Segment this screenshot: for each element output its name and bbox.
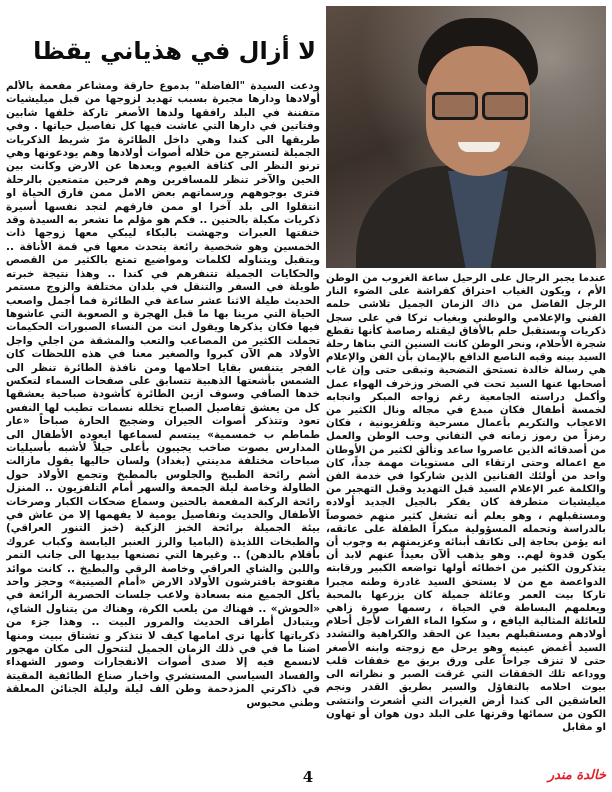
page-number: 4 xyxy=(302,768,314,786)
photo-smile xyxy=(458,142,500,152)
photo-glasses xyxy=(430,92,526,116)
photo-lens-left xyxy=(432,92,478,120)
author-portrait-photo xyxy=(326,6,606,268)
article-column-left xyxy=(6,80,320,770)
photo-lens-right xyxy=(482,92,528,120)
author-byline: خالدة مندر xyxy=(547,768,606,783)
article-headline: لا أزال في هذياني يقظا xyxy=(33,37,316,65)
article-column-right xyxy=(326,272,606,772)
article-text-right: عندما يجبر الرجال على الرحيل ساعة الغروب من الوطن الأم ، ويكون الغياب احتراق كفراشة على الضوء النار الرجل الفاضل من ذاك الزمان الجميل تلاشى حلمه الفني والإعلامي والوطني وبغياب تركا في على سجل ذكريات وبستقبل حلم بالأفاق ليقتله رصاصة كأنها تقطع شجرة الأحلام، ونحر الوطن كانت السنين التي بناها رحلة السيد بينه وقبه الناصع الدافع بالإيمان بأن الفن والإعلام هي رسالة خالدة تستحق التضحية وتبقى حتى وإن غاب أصحابها عنها السيد تحت في الصخر وزخرف الهواء عمل وأكمل دراسته الجامعية رغم زواجه المبكر وانجابه لخمسة أطفال فكان مبدع في مجاله ونال الكثير من الاعجاب والتكريم بأعمال مسرحية وتلفزيونية ، فكان رمزاً من رموز زمانه في التفاني وحب الوطن والعمل من أصدقائه الذين عاصروا ساعد وتألق لكثير من الأوطان مع اعماله وحتى ارتقاء الى مستويات مهمة جداً، كان واحد من أولئك الفنانين الذين شاركوا في خدمة الفن والكلمة عبر الإعلام السيد قبل التهديد وقبل التهجير من ميليشيات متطرفة كان يفكر بالجيل الجديد أولاده ومستقبلهم ، وهو يعلم أنه تشغل كثير منهم خصوصاً بالدراسة وتحمله المسؤولية مبكراً الطفلة على عاتقه، انه يؤمن بحاجة إلى تكاتف أبنائه وعزيمتهم به وجوب أن يكون قدوة لهم.. وهو يذهب ألآن بعيداً عنهم لابد أن يتذكرون الكثير من اخطائه أولها تواضعه الكبير ورقابته الدواعصة مع من لا يستحق السيد غادرة وطنه مجبرا تاركا بيت العمر وعائلة جميلة كان يزرعها بالمحبة ويعلمهم البساطة في الحياة ، رسمها صورة زاهي للعائلة المثالية اليافع ، و سكوا الماء الفرات لأجل أحلام أولادهم ومستقبلهم بعيدا عن الحقد والكراهية والتشدد السيد أغمض عينيه وهو يرحل مع زوجته وابنه الأصغر حتى لا تنزف جراحاً على ورق بريق مع خفقات قلب ووداعه تلك الخفقات التي غرقت الصبر و نظراته الى بيوت احلامه بالتفاؤل والسير بطريق القدر ونجم العاشقين الى كندا أرض الغيرات التي أشعرت وانتشى الكون من سمائها وقرتها على البلد دون هوان أو تهاون او مقابل xyxy=(326,273,606,733)
article-text-left: ودعت السيدة "الفاضلة" بدموع حارقة ومشاعر مفعمة بالألم أولادها ودارها مجبرة بسبب تهديد لزوجها من قبل ميليشيات متفننة في البلد رافقها ولدها الأصغر تاركة خلفها شابين وفتاتين في دارها التي عاشت فيها كل تفاصيل حياتها . وفي طريقها الى كندا وهي داخل الطائرة مرّ شريط الذكريات الجميلة لتسترجع من خلاله أصوات أولادها وهم يودعونها وهي ترنو النظر الى كثافة الغيوم وبعدها عن الارض وكانت بين الحين والآخر تنظر للمسافرين وهم فرحين متمتعين بالرحلة فترى بوجوههم ورسماتهم بعض الامل ممن فارق الحياة او انتقلوا الى بلد آخرا او ممن فارقهم لتجد نفسها أسيرة ذكريات مكبلة بالحنين .. فكم هو مؤلم ما تشعر به السيدة وقد خنقتها العبرات وجهشت بالبكاء ليبكي معها زوجها ذات الخمسين وهو شخصية رائعة يتحدث معها في قمة الأناقة .. ويتقبل ويتناوله لكلمات ومواضيع تمتع بالكثير من القصص والحكايات الجميلة تتنفرهم في كندا .. وهذا نتيجة خبرته طويلة في السفر والتنقل في بلدان مختلفة والزوج مستمر الحديث طيلة الاثنا عشر ساعة في الطائرة فما أجمل واصعب الحياة التي مرينا بها ما قبل الهجرة و الصعوبة التي عاشوها فيها فكان يذكرها ويقول انت من النساء الصبورات الحكيمات تحملت الكثير من المصاعب والتعب والمشقة من اجلي واجل الأولاد هم الآن كبروا والصغير معنا في هذه اللحظات كان الفجر يتنفس بقايا احلامها ومن نافذة الطائرة تنظر الى الشمس بأشعتها الذهبية تتسابق على صفحات السماء لتعكس خدها الصافي وسوف ازين الطائرة كأشودة صباحية يعشقها كل من يعشق تفاصيل الصباح تخلله نسمات تطيب لها النفس تعود وتتذكر أصوات الجيران وضجيج الحارة صباحاً «عار طماطم ب خمسمية» يبتسم لسماعها ايعوده الأطفال الى المدارس بصوت صاخب يجيبون بأعلى جيلاً لأشبه بأسيليات صباحات مختلفة مدينتي (بغداد) ولسان حاليها يقول مازالت أشم رائحة الطبيخ والجلوس بالمطبخ وتجمع الأولاد حول الطاولة وخاصة ليلة الجمعة والسهر أمام التلفزيون .. المنزل رائحة الركبة المفعمة بالحنين وسماع ضحكات الكبار وصرخات الأطفال والحديث وتفاصيل يومية لا يفهمها إلا من عاش في بيئة الجميلة برائحة الخبز الزكية (خبز التنور العراقي) والطبخات اللذيذة (الباميا والرز العنبر اليابسة وكباب عروك بأقلام بالدهن) .. وغيرها التي تصنعها بيديها الى جانب التمر واللبن والشاي العراقي وخاصة الرقي والبطيخ .. كانت موائد مفتوحة بافترشون الأولاد الارض «أمام الصينية» وحجز واحد يأكل الجميع منه بسعادة ولاعب جلسات الحصرية الرائعة في «الحوش» .. فهناك من يلعب الكرة، وهناك من يتناول الشاي، ويتبادل أطراف الحديث والمرور البيت .. وهذا جزء من ذكرياتها كأنها ترى امامها كيف لا تتذكر و تشتاق ببيت ومنها اضنا ما في في ذلك الزمان الجميل لتتحول الى مكان مهجور لانسمع فيه إلا صدى أصوات الانفجارات وصور الشهداء والفساد السياسي المستشري واخبار صناع الطائفية المقيتة في ذاكرتي المزدحمة وطن الف ليلة وليلة الجنائن المعلقة وطني محبوس xyxy=(6,80,320,709)
